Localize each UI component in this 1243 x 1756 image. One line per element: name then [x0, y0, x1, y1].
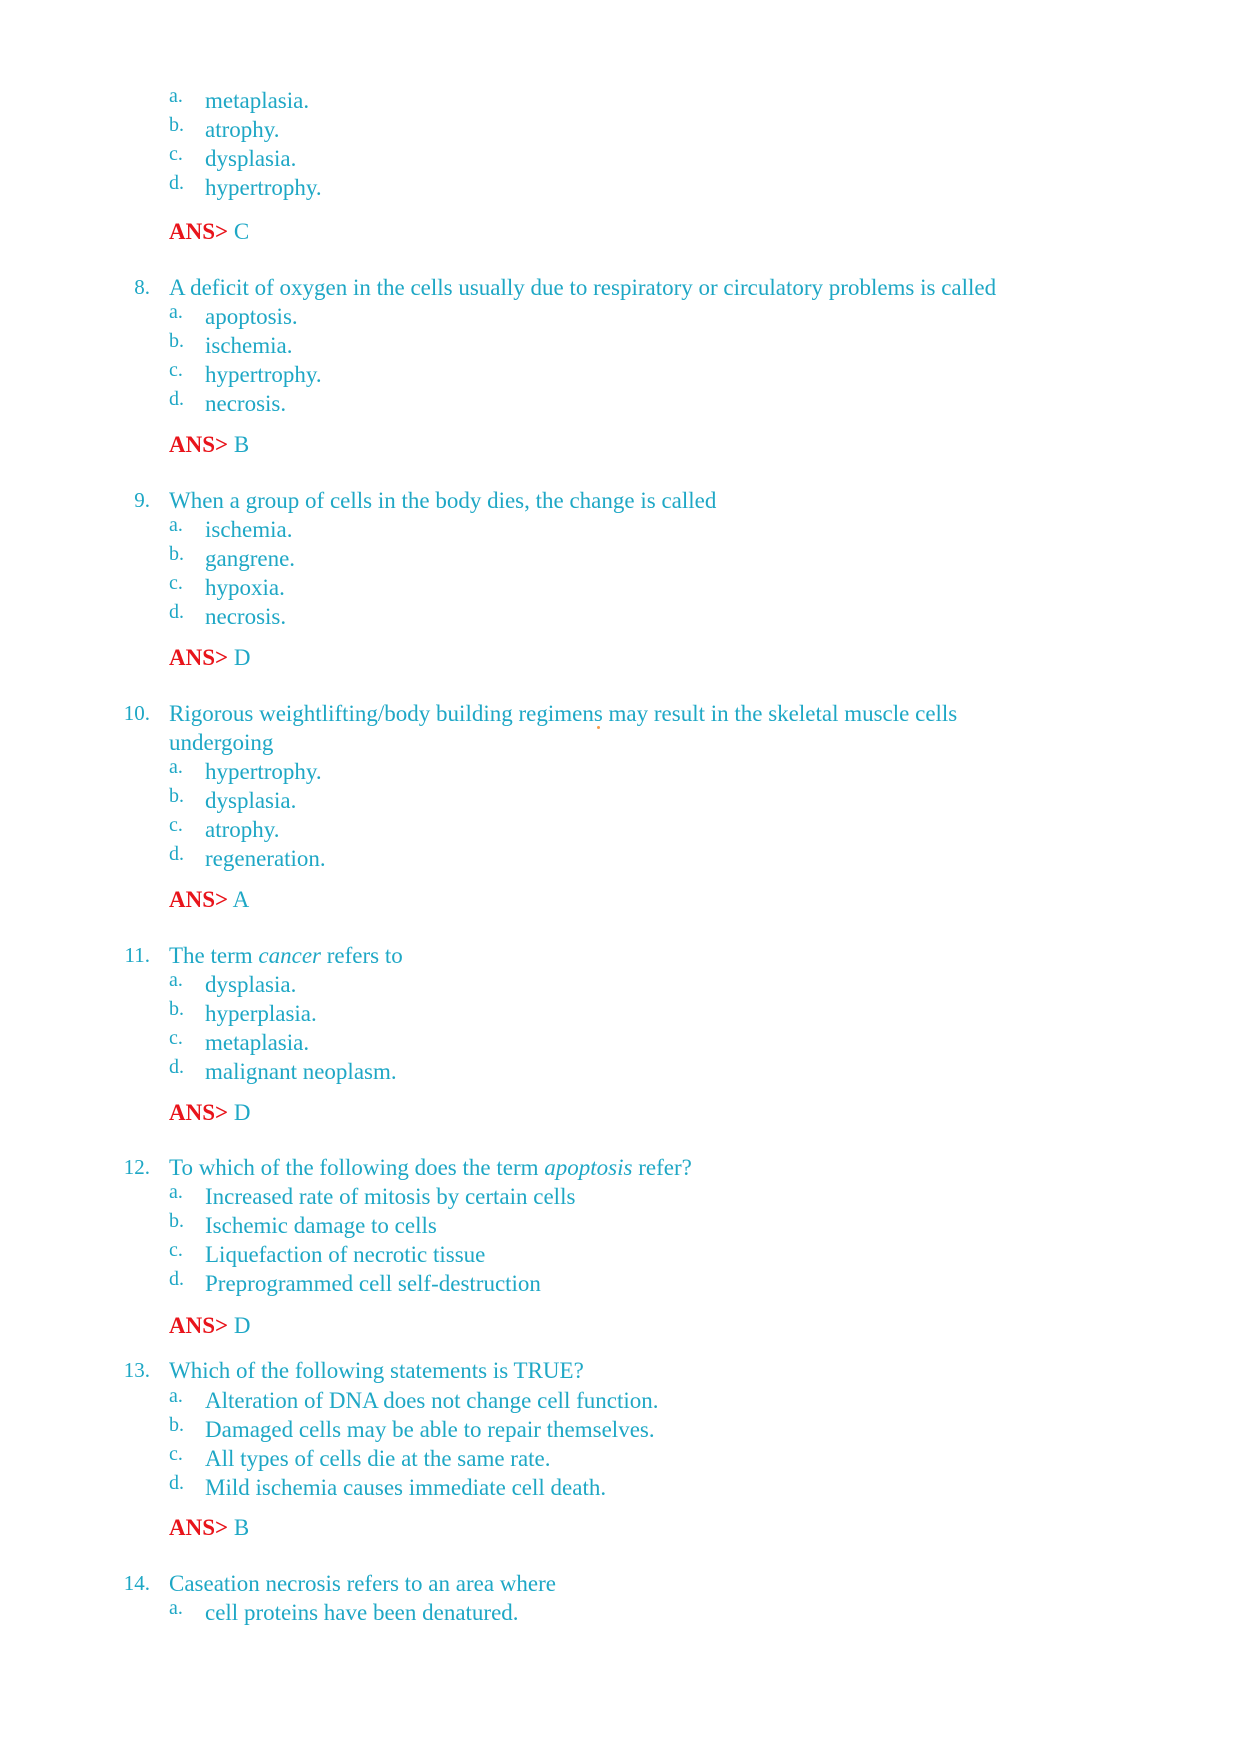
answer-label: ANS>	[169, 432, 229, 457]
question-stem: A deficit of oxygen in the cells usually due to respiratory or circulatory problems is called	[169, 275, 997, 300]
answer-value: A	[232, 887, 250, 912]
answer-value: B	[233, 1515, 250, 1540]
question-stem: Which of the following statements is TRUE?	[169, 1358, 584, 1383]
answer-value: B	[233, 432, 250, 457]
answer-label: ANS>	[169, 887, 229, 912]
question-stem: Caseation necrosis refers to an area where	[169, 1571, 556, 1596]
answer-line	[169, 886, 249, 914]
question-number: 9.	[134, 488, 150, 512]
answer-value: D	[233, 1313, 251, 1338]
question-stem: When a group of cells in the body dies, the change is called	[169, 488, 717, 513]
question-stem: The term cancer refers to	[169, 943, 403, 968]
question-number: 14.	[123, 1571, 150, 1595]
document-page: a. metaplasia. b. atrophy. c. dysplasia. d. hypertrophy. ANS> C 8. A deficit of oxygen in the cells usually due to respiratory or circulatory problems is called a. apoptosis. b. ischemia. c. hypertrophy. d. necrosis. ANS> B 9. When a group of cells in the body dies, the change is called a. ischemia. b. gangrene. c. hypoxia. d. necrosis. ANS> D 10. Rigorous weightlifting/body building regimens may result in the skeletal muscle cells undergoing a. hypertrophy. b. dysplasia. c. atrophy. d. regeneration. ANS> A 11. The term cancer refers to a. dysplasia. b. hyperplasia. c. metaplasia. d. malignant neoplasm. ANS> D 12. To which of the following does the term apoptosis refer? a. Increased rate of mitosis by certain cells b. Ischemic damage to cells c. Liquefaction of necrotic tissue d. Preprogrammed cell self-destruction ANS> D 13. Which of the following statements is TRUE? a. Alteration of DNA does not change cell function. b. Damaged cells may be able to repair themselves. c. All types of cells die at the same rate. d. Mild ischemia causes immediate cell death. ANS> B 14. Caseation necrosis refers to an area where a. cell proteins have been denatured.	[0, 0, 1243, 1756]
answer-label: ANS>	[169, 1515, 229, 1540]
question-number: 10.	[123, 701, 150, 725]
answer-line	[169, 431, 249, 459]
question-stem: To which of the following does the term apoptosis refer?	[169, 1155, 692, 1180]
question-number: 12.	[123, 1155, 150, 1179]
question-stem: Rigorous weightlifting/body building regimens may result in the skeletal muscle cells undergoing	[169, 701, 958, 755]
answer-line	[169, 1099, 251, 1127]
answer-line	[169, 644, 251, 672]
answer-value: C	[233, 219, 250, 244]
answer-label: ANS>	[169, 1313, 229, 1338]
answer-value: D	[233, 645, 251, 670]
answer-label: ANS>	[169, 645, 229, 670]
edit-mark-icon	[597, 726, 600, 729]
answer-value: D	[233, 1100, 251, 1125]
answer-line	[169, 218, 249, 246]
question-number: 13.	[123, 1358, 150, 1382]
question-number: 11.	[124, 943, 150, 967]
answer-line	[169, 1312, 251, 1340]
answer-label: ANS>	[169, 219, 229, 244]
answer-label: ANS>	[169, 1100, 229, 1125]
question-number: 8.	[134, 275, 150, 299]
answer-line	[169, 1514, 249, 1542]
